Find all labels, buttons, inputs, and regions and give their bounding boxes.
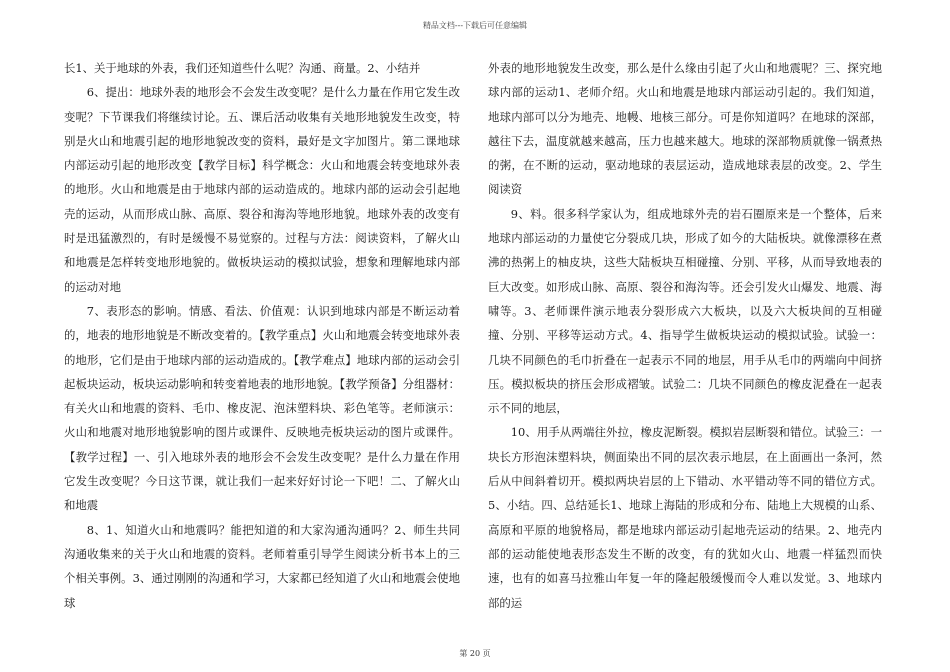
page-number: 第 20 页	[459, 649, 491, 658]
left-column	[64, 56, 460, 615]
paragraph: 长1、关于地球的外表，我们还知道些什么呢？沟通、商量。2、小结并	[64, 61, 421, 75]
right-column	[488, 56, 882, 615]
paragraph: 9、料。很多科学家认为，组成地球外壳的岩石圈原来是一个整体，后来地球内部运动的力量使它分裂成几块，形成了如今的大陆板块。就像漂移在煮沸的热粥上的柚皮块，这些大陆板块互相碰撞、分别、平移，从而导致地表的巨大改变。如形成山脉、高原、裂谷和海沟等。还会引发火山爆发、地震、海啸等。3、老师课件演示地表分裂形成六大板块，以及六大板块间的互相碰撞、分别、平移等运动方式。4、指导学生做板块运动的模拟试验。试验一：几块不同颜色的毛巾折叠在一起表示不同的地层，用手从毛巾的两端向中间挤压。模拟板块的挤压会形成褶皱。试验二：几块不同颜色的橡皮泥叠在一起表示不同的地层，	[488, 206, 882, 416]
paragraph: 10、用手从两端往外拉，橡皮泥断裂。模拟岩层断裂和错位。试验三：一块长方形泡沫塑料块，侧面染出不同的层次表示地层，在上面画出一条河，然后从中间斜着切开。模拟两块岩层的上下错动、水平错动等不同的错位方式。5、小结。四、总结延长1、地球上海陆的形成和分布、陆地上大规模的山系、高原和平原的地貌格局，都是地球内部运动引起地壳运动的结果。2、地壳内部的运动能使地表形态发生不断的改变，有的犹如火山、地震一样猛烈而快速，也有的如喜马拉雅山年复一年的隆起般缓慢而令人难以发觉。3、地球内部的运	[488, 425, 882, 610]
paragraph: 6、提出：地球外表的地形会不会发生改变呢？是什么力量在作用它发生改变呢？下节课我们将继续讨论。五、课后活动收集有关地形地貌发生改变，特别是火山和地震引起的地形地貌改变的资料，最好是文字加图片。第二课地球内部运动引起的地形改变【教学目标】科学概念：火山和地震会转变地球外表的地形。火山和地震是由于地球内部的运动造成的。地球内部的运动会引起地壳的运动，从而形成山脉、高原、裂谷和海沟等地形地貌。地球外表的改变有时是迅猛激烈的，有时是缓慢不易觉察的。过程与方法：阅读资料，了解火山和地震是怎样转变地形地貌的。做板块运动的模拟试验，想象和理解地球内部的运动对地	[64, 85, 460, 294]
paragraph: 8、1、知道火山和地震吗？能把知道的和大家沟通沟通吗？2、师生共同沟通收集来的关于火山和地震的资料。老师着重引导学生阅读分析书本上的三个相关事例。3、通过刚刚的沟通和学习，大家都已经知道了火山和地震会使地球	[64, 522, 460, 610]
page-header: 精品文档---下载后可任意编辑	[422, 21, 528, 30]
paragraph: 7、表形态的影响。情感、看法、价值观：认识到地球内部是不断运动着的，地表的地形地貌是不断改变着的。【教学重点】火山和地震会转变地球外表的地形，它们是由于地球内部的运动造成的。【教学难点】地球内部的运动会引起板块运动，板块运动影响和转变着地表的地形地貌。【教学预备】分组器材：有关火山和地震的资料、毛巾、橡皮泥、泡沫塑料块、彩色笔等。老师演示：火山和地震对地形地貌影响的图片或课件、反映地壳板块运动的图片或课件。【教学过程】一、引入地球外表的地形会不会发生改变呢？是什么力量在作用它发生改变呢？今日这节课，就让我们一起来好好讨论一下吧！二、了解火山和地震	[64, 303, 460, 513]
paragraph: 外表的地形地貌发生改变，那么是什么缘由引起了火山和地震呢？三、探究地球内部的运动1、老师介绍。火山和地震是地球内部运动引起的。我们知道，地球内部可以分为地壳、地幔、地核三部分。可是你知道吗？在地球的深部，越往下去，温度就越来越高，压力也越来越大。地球的深部物质就像一锅煮热的粥，在不断的运动，驱动地球的表层运动，造成地球表层的改变。2、学生阅读资	[488, 61, 882, 197]
